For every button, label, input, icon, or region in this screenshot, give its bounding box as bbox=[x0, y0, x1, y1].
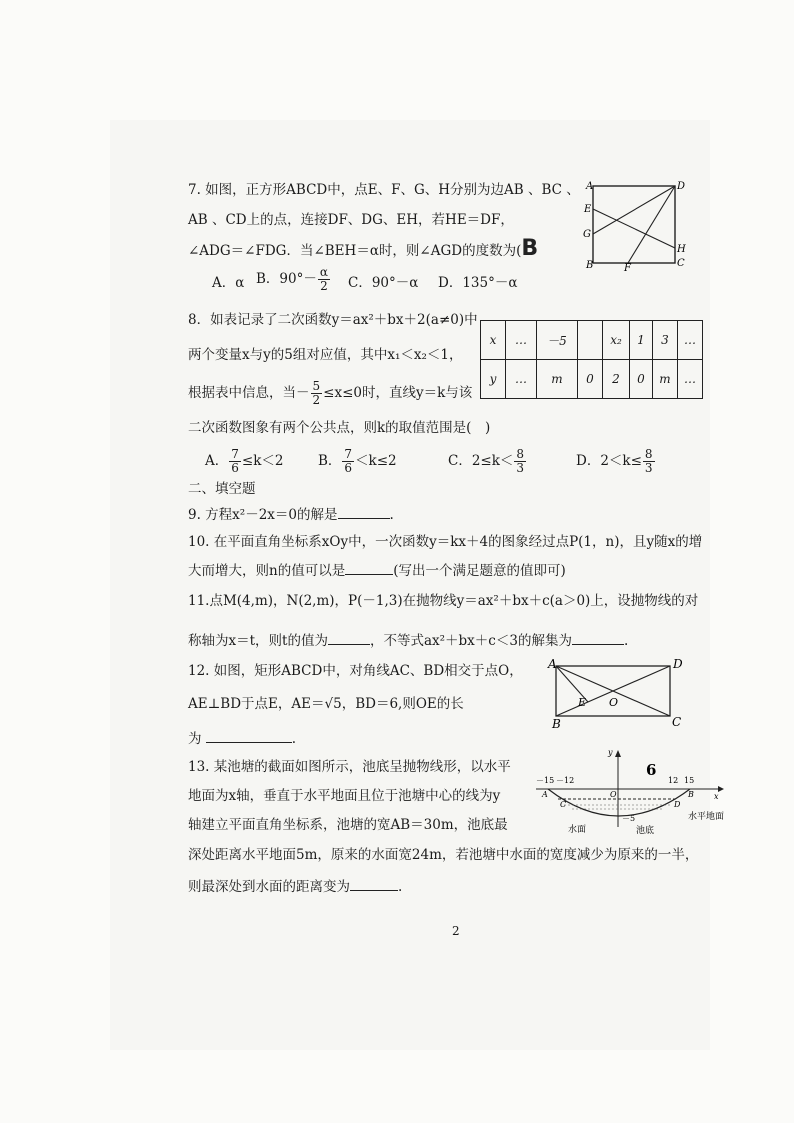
fig12-label-E: E bbox=[578, 696, 587, 709]
q10-line2: 大而增大，则n的值可以是 (写出一个满足题意的值即可) bbox=[188, 560, 566, 580]
answer-blank[interactable] bbox=[338, 504, 390, 519]
fig13-label-ground: 水平地面 bbox=[688, 812, 725, 822]
q9-line: 9. 方程x²－2x＝0的解是 . bbox=[188, 504, 394, 524]
table-cell: m bbox=[653, 360, 678, 399]
fig13-label-x: x bbox=[714, 792, 719, 801]
fig12-label-B: B bbox=[552, 717, 561, 730]
q7-option-a: A．α bbox=[212, 275, 245, 291]
q7-square-figure bbox=[578, 176, 688, 271]
q8-option-d: D．2＜k≤ $\frac{8}{3}$ bbox=[576, 447, 653, 475]
q11-line2: 称轴为x＝t，则t的值为 ，不等式ax²＋bx＋c＜3的解集为 . bbox=[188, 630, 628, 650]
table-cell: … bbox=[678, 360, 703, 399]
q8-value-table bbox=[480, 320, 703, 399]
fig7-label-G: G bbox=[583, 229, 591, 240]
q13-line5: 则最深处到水面的距离变为 . bbox=[188, 876, 402, 896]
table-cell: x bbox=[481, 321, 506, 360]
q7-option-b: B．90°－ $\frac{\alpha}{2}$ bbox=[256, 265, 328, 293]
fig13-label-A: A bbox=[542, 790, 548, 799]
fig13-tick-15: 15 bbox=[684, 776, 695, 785]
page-number: 2 bbox=[452, 924, 460, 938]
fig13-label-O: O bbox=[610, 790, 617, 799]
table-cell: 0 bbox=[578, 360, 603, 399]
q8-option-a: A． $\frac{7}{6}$ ≤k＜2 bbox=[205, 447, 284, 475]
fig13-tick-neg12: －12 bbox=[556, 776, 575, 785]
fig13-depth-label: －5 bbox=[622, 814, 636, 823]
table-cell: … bbox=[678, 321, 703, 360]
answer-blank[interactable] bbox=[206, 728, 292, 743]
q12-line1: 12. 如图，矩形ABCD中，对角线AC、BD相交于点O， bbox=[188, 663, 523, 679]
q7-option-d: D．135°－α bbox=[438, 275, 518, 291]
q13-line4: 深处距离水平地面5m，原来的水面宽24m，若池塘中水面的宽度减少为原来的一半， bbox=[188, 847, 699, 863]
q7-line3: ∠ADG＝∠FDG．当∠BEH＝α时，则∠AGD的度数为(B bbox=[188, 236, 539, 261]
answer-blank[interactable] bbox=[328, 630, 370, 645]
q7-handwritten-answer: B bbox=[521, 236, 539, 261]
fig7-label-C: C bbox=[677, 258, 685, 269]
q7-line2: AB 、CD上的点，连接DF、DG、EH，若HE＝DF， bbox=[188, 212, 514, 228]
answer-blank[interactable] bbox=[350, 876, 398, 891]
answer-blank[interactable] bbox=[572, 630, 624, 645]
fig13-label-D: D bbox=[674, 800, 681, 809]
table-cell: x₂ bbox=[603, 321, 630, 360]
q12-rectangle-figure bbox=[540, 656, 690, 730]
table-cell: m bbox=[537, 360, 578, 399]
q8-line1: 8．如表记录了二次函数y＝ax²＋bx＋2(a≠0)中 bbox=[188, 312, 478, 328]
table-cell: … bbox=[506, 360, 537, 399]
fig13-label-C: C bbox=[560, 800, 567, 809]
fig13-label-B: B bbox=[688, 790, 694, 799]
q13-line3: 轴建立平面直角坐标系，池塘的宽AB＝30m，池底最 bbox=[188, 817, 508, 833]
fig13-label-bottom: 池底 bbox=[636, 826, 655, 836]
q7-option-c: C．90°－α bbox=[348, 275, 419, 291]
q8-option-b: B． $\frac{7}{6}$ ＜k≤2 bbox=[318, 447, 397, 475]
table-row-x bbox=[481, 321, 703, 360]
section-heading-fill-in: 二、填空题 bbox=[188, 481, 256, 497]
fig12-label-D: D bbox=[673, 657, 683, 671]
q7-line1: 7. 如图，正方形ABCD中，点E、F、G、H分别为边AB 、BC 、 bbox=[188, 182, 580, 198]
table-cell: 1 bbox=[630, 321, 653, 360]
fig13-label-water: 水面 bbox=[568, 825, 587, 835]
fig7-label-D: D bbox=[677, 181, 686, 192]
fig7-label-B: B bbox=[586, 260, 594, 271]
q8-line3: 根据表中信息，当－ $\frac{5}{2}$ ≤x≤0时，直线y＝k与该 bbox=[188, 379, 473, 407]
table-cell: －5 bbox=[537, 321, 578, 360]
table-cell bbox=[578, 321, 603, 360]
q10-line1: 10. 在平面直角坐标系xOy中，一次函数y＝kx＋4的图象经过点P(1，n)，且y随x的增 bbox=[188, 534, 703, 550]
answer-blank[interactable] bbox=[345, 560, 393, 575]
table-cell: 2 bbox=[603, 360, 630, 399]
table-cell: y bbox=[481, 360, 506, 399]
q13-line2: 地面为x轴，垂直于水平地面且位于池塘中心的线为y bbox=[188, 788, 501, 804]
fig7-label-A: A bbox=[586, 181, 594, 192]
q13-pond-figure bbox=[528, 745, 728, 840]
fig7-label-H: H bbox=[677, 244, 686, 255]
table-cell: 3 bbox=[653, 321, 678, 360]
q8-option-c: C．2≤k＜ $\frac{8}{3}$ bbox=[448, 447, 525, 475]
q12-line3: 为 . bbox=[188, 728, 296, 748]
fig12-label-A: A bbox=[548, 657, 557, 671]
fig12-label-C: C bbox=[672, 715, 682, 729]
q12-line2: AE⊥BD于点E，AE＝√5，BD＝6,则OE的长 bbox=[188, 696, 464, 712]
q13-line1: 13. 某池塘的截面如图所示，池底呈抛物线形，以水平 bbox=[188, 759, 511, 775]
fig12-label-O: O bbox=[609, 696, 619, 709]
fig13-label-y: y bbox=[608, 748, 613, 757]
table-cell: … bbox=[506, 321, 537, 360]
table-cell: 0 bbox=[630, 360, 653, 399]
fig13-tick-neg15: －15 bbox=[536, 776, 555, 785]
fig7-label-E: E bbox=[584, 204, 592, 215]
q11-line1: 11.点M(4,m)，N(2,m)，P(－1,3)在抛物线y＝ax²＋bx＋c(a＞0)上，设抛物线的对 bbox=[188, 593, 699, 609]
q8-line4: 二次函数图象有两个公共点，则k的取值范围是( ) bbox=[188, 420, 491, 436]
fig13-handwritten-mark: 6 bbox=[646, 761, 657, 779]
fig13-tick-12: 12 bbox=[668, 776, 679, 785]
q8-line2: 两个变量x与y的5组对应值，其中x₁＜x₂＜1， bbox=[188, 347, 463, 363]
fig7-label-F: F bbox=[624, 263, 631, 271]
table-row-y bbox=[481, 360, 703, 399]
